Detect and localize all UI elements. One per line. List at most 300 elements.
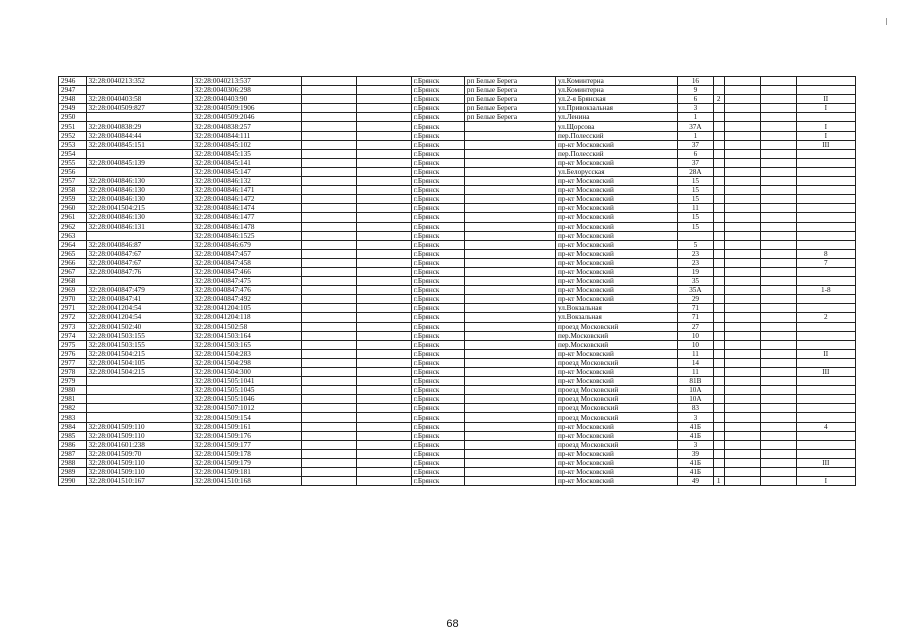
house-cell: 35А bbox=[677, 286, 713, 295]
building-cell bbox=[713, 167, 724, 176]
city-cell: г.Брянск bbox=[411, 131, 464, 140]
table-row bbox=[59, 104, 856, 113]
empty-cell bbox=[724, 422, 760, 431]
empty-cell bbox=[301, 422, 356, 431]
cadastral-parcel-cell: 32:28:0040846:130 bbox=[86, 213, 192, 222]
house-cell: 16 bbox=[677, 77, 713, 86]
building-cell bbox=[713, 422, 724, 431]
empty-cell bbox=[356, 322, 411, 331]
street-cell: проезд Московский bbox=[556, 395, 678, 404]
table-row bbox=[59, 304, 856, 313]
empty-cell bbox=[301, 413, 356, 422]
empty-cell bbox=[760, 422, 796, 431]
house-cell: 5 bbox=[677, 240, 713, 249]
empty-cell bbox=[724, 340, 760, 349]
empty-cell bbox=[301, 213, 356, 222]
cadastral-building-cell: 32:28:0040847:492 bbox=[192, 295, 301, 304]
district-cell bbox=[464, 404, 555, 413]
empty-cell bbox=[356, 449, 411, 458]
table-row bbox=[59, 295, 856, 304]
house-cell: 10 bbox=[677, 340, 713, 349]
cadastral-building-cell: 32:28:0040509:2046 bbox=[192, 113, 301, 122]
table-row bbox=[59, 404, 856, 413]
empty-cell bbox=[301, 349, 356, 358]
empty-cell bbox=[301, 249, 356, 258]
apartment-cell bbox=[796, 267, 855, 276]
empty-cell bbox=[301, 113, 356, 122]
empty-cell bbox=[724, 167, 760, 176]
street-cell: пр-кт Московский bbox=[556, 349, 678, 358]
row-number-cell: 2956 bbox=[59, 167, 87, 176]
empty-cell bbox=[760, 286, 796, 295]
cadastral-building-cell: 32:28:0040845:102 bbox=[192, 140, 301, 149]
cadastral-parcel-cell bbox=[86, 149, 192, 158]
empty-cell bbox=[724, 104, 760, 113]
building-cell bbox=[713, 177, 724, 186]
apartment-cell bbox=[796, 395, 855, 404]
apartment-cell: 7 bbox=[796, 258, 855, 267]
street-cell: пр-кт Московский bbox=[556, 377, 678, 386]
table-row bbox=[59, 422, 856, 431]
empty-cell bbox=[356, 386, 411, 395]
house-cell: 10 bbox=[677, 331, 713, 340]
empty-cell bbox=[356, 458, 411, 467]
empty-cell bbox=[301, 258, 356, 267]
empty-cell bbox=[301, 431, 356, 440]
empty-cell bbox=[724, 158, 760, 167]
table-row bbox=[59, 95, 856, 104]
empty-cell bbox=[760, 131, 796, 140]
empty-cell bbox=[724, 149, 760, 158]
building-cell bbox=[713, 231, 724, 240]
empty-cell bbox=[760, 204, 796, 213]
empty-cell bbox=[301, 468, 356, 477]
city-cell: г.Брянск bbox=[411, 167, 464, 176]
building-cell bbox=[713, 440, 724, 449]
building-cell bbox=[713, 377, 724, 386]
city-cell: г.Брянск bbox=[411, 422, 464, 431]
empty-cell bbox=[301, 104, 356, 113]
street-cell: ул.Коминтерна bbox=[556, 86, 678, 95]
empty-cell bbox=[724, 277, 760, 286]
house-cell bbox=[677, 231, 713, 240]
district-cell bbox=[464, 395, 555, 404]
table-row bbox=[59, 258, 856, 267]
empty-cell bbox=[724, 431, 760, 440]
empty-cell bbox=[356, 104, 411, 113]
building-cell bbox=[713, 131, 724, 140]
cadastral-parcel-cell: 32:28:0040847:479 bbox=[86, 286, 192, 295]
empty-cell bbox=[356, 368, 411, 377]
street-cell: пр-кт Московский bbox=[556, 158, 678, 167]
empty-cell bbox=[301, 140, 356, 149]
building-cell bbox=[713, 404, 724, 413]
apartment-cell: III bbox=[796, 368, 855, 377]
cadastral-parcel-cell: 32:28:0040838:29 bbox=[86, 122, 192, 131]
cadastral-building-cell: 32:28:0040847:475 bbox=[192, 277, 301, 286]
empty-cell bbox=[356, 140, 411, 149]
empty-cell bbox=[760, 295, 796, 304]
empty-cell bbox=[760, 186, 796, 195]
city-cell: г.Брянск bbox=[411, 140, 464, 149]
city-cell: г.Брянск bbox=[411, 304, 464, 313]
cadastral-parcel-cell: 32:28:0041509:110 bbox=[86, 431, 192, 440]
cadastral-parcel-cell: 32:28:0040847:41 bbox=[86, 295, 192, 304]
house-cell: 39 bbox=[677, 449, 713, 458]
empty-cell bbox=[724, 458, 760, 467]
city-cell: г.Брянск bbox=[411, 104, 464, 113]
street-cell: пр-кт Московский bbox=[556, 468, 678, 477]
cadastral-parcel-cell: 32:28:0040846:130 bbox=[86, 186, 192, 195]
empty-cell bbox=[356, 395, 411, 404]
district-cell bbox=[464, 222, 555, 231]
empty-cell bbox=[760, 477, 796, 486]
empty-cell bbox=[356, 440, 411, 449]
empty-cell bbox=[760, 122, 796, 131]
street-cell: ул.Белорусская bbox=[556, 167, 678, 176]
district-cell bbox=[464, 140, 555, 149]
street-cell: ул.Вокзальная bbox=[556, 313, 678, 322]
empty-cell bbox=[760, 249, 796, 258]
apartment-cell: 4 bbox=[796, 422, 855, 431]
building-cell bbox=[713, 331, 724, 340]
street-cell: проезд Московский bbox=[556, 322, 678, 331]
house-cell: 41Б bbox=[677, 431, 713, 440]
empty-cell bbox=[301, 358, 356, 367]
empty-cell bbox=[301, 340, 356, 349]
cadastral-parcel-cell: 32:28:0040847:67 bbox=[86, 249, 192, 258]
district-cell bbox=[464, 277, 555, 286]
empty-cell bbox=[760, 231, 796, 240]
cadastral-parcel-cell: 32:28:0040509:827 bbox=[86, 104, 192, 113]
apartment-cell bbox=[796, 331, 855, 340]
empty-cell bbox=[301, 149, 356, 158]
empty-cell bbox=[301, 222, 356, 231]
empty-cell bbox=[356, 304, 411, 313]
house-cell: 83 bbox=[677, 404, 713, 413]
row-number-cell: 2978 bbox=[59, 368, 87, 377]
building-cell bbox=[713, 322, 724, 331]
street-cell: пр-кт Московский bbox=[556, 258, 678, 267]
empty-cell bbox=[760, 113, 796, 122]
cadastral-parcel-cell: 32:28:0041504:215 bbox=[86, 204, 192, 213]
apartment-cell bbox=[796, 449, 855, 458]
empty-cell bbox=[760, 158, 796, 167]
cadastral-parcel-cell: 32:28:0041601:238 bbox=[86, 440, 192, 449]
cadastral-parcel-cell bbox=[86, 395, 192, 404]
table-row bbox=[59, 431, 856, 440]
district-cell bbox=[464, 295, 555, 304]
empty-cell bbox=[760, 258, 796, 267]
city-cell: г.Брянск bbox=[411, 477, 464, 486]
cadastral-building-cell: 32:28:0040838:257 bbox=[192, 122, 301, 131]
empty-cell bbox=[301, 277, 356, 286]
street-cell: пер.Полесский bbox=[556, 131, 678, 140]
cadastral-building-cell: 32:28:0040847:458 bbox=[192, 258, 301, 267]
building-cell bbox=[713, 340, 724, 349]
empty-cell bbox=[356, 231, 411, 240]
district-cell: рп Белые Берега bbox=[464, 77, 555, 86]
empty-cell bbox=[301, 231, 356, 240]
row-number-cell: 2949 bbox=[59, 104, 87, 113]
table-row bbox=[59, 413, 856, 422]
district-cell bbox=[464, 386, 555, 395]
street-cell: пр-кт Московский bbox=[556, 422, 678, 431]
empty-cell bbox=[301, 386, 356, 395]
empty-cell bbox=[760, 195, 796, 204]
table-row bbox=[59, 477, 856, 486]
cadastral-parcel-cell: 32:28:0041504:215 bbox=[86, 368, 192, 377]
city-cell: г.Брянск bbox=[411, 368, 464, 377]
house-cell: 11 bbox=[677, 368, 713, 377]
row-number-cell: 2985 bbox=[59, 431, 87, 440]
cadastral-parcel-cell bbox=[86, 113, 192, 122]
building-cell bbox=[713, 277, 724, 286]
street-cell: ул.Коминтерна bbox=[556, 77, 678, 86]
street-cell: пр-кт Московский bbox=[556, 204, 678, 213]
empty-cell bbox=[356, 431, 411, 440]
cadastral-parcel-cell: 32:28:0040846:130 bbox=[86, 195, 192, 204]
row-number-cell: 2959 bbox=[59, 195, 87, 204]
cadastral-parcel-cell: 32:28:0041509:70 bbox=[86, 449, 192, 458]
house-cell: 41Б bbox=[677, 458, 713, 467]
empty-cell bbox=[760, 340, 796, 349]
empty-cell bbox=[301, 158, 356, 167]
house-cell: 6 bbox=[677, 149, 713, 158]
empty-cell bbox=[356, 340, 411, 349]
empty-cell bbox=[301, 440, 356, 449]
building-cell bbox=[713, 458, 724, 467]
cadastral-parcel-cell: 32:28:0040846:87 bbox=[86, 240, 192, 249]
empty-cell bbox=[301, 377, 356, 386]
city-cell: г.Брянск bbox=[411, 86, 464, 95]
cadastral-parcel-cell bbox=[86, 277, 192, 286]
table-row bbox=[59, 395, 856, 404]
cadastral-parcel-cell bbox=[86, 404, 192, 413]
empty-cell bbox=[724, 186, 760, 195]
row-number-cell: 2950 bbox=[59, 113, 87, 122]
empty-cell bbox=[356, 258, 411, 267]
house-cell: 3 bbox=[677, 440, 713, 449]
page-number: 68 bbox=[446, 618, 459, 630]
house-cell: 9 bbox=[677, 86, 713, 95]
empty-cell bbox=[301, 186, 356, 195]
empty-cell bbox=[760, 358, 796, 367]
street-cell: пр-кт Московский bbox=[556, 286, 678, 295]
street-cell: ул.Привокзальная bbox=[556, 104, 678, 113]
city-cell: г.Брянск bbox=[411, 113, 464, 122]
cadastral-building-cell: 32:28:0041504:283 bbox=[192, 349, 301, 358]
cadastral-building-cell: 32:28:0041505:1045 bbox=[192, 386, 301, 395]
city-cell: г.Брянск bbox=[411, 122, 464, 131]
row-number-cell: 2964 bbox=[59, 240, 87, 249]
row-number-cell: 2961 bbox=[59, 213, 87, 222]
district-cell bbox=[464, 213, 555, 222]
empty-cell bbox=[724, 377, 760, 386]
district-cell bbox=[464, 422, 555, 431]
house-cell: 15 bbox=[677, 195, 713, 204]
street-cell: пр-кт Московский bbox=[556, 195, 678, 204]
cadastral-building-cell: 32:28:0040844:111 bbox=[192, 131, 301, 140]
house-cell: 49 bbox=[677, 477, 713, 486]
empty-cell bbox=[356, 267, 411, 276]
house-cell: 28А bbox=[677, 167, 713, 176]
row-number-cell: 2977 bbox=[59, 358, 87, 367]
empty-cell bbox=[760, 167, 796, 176]
table-row bbox=[59, 349, 856, 358]
table-row bbox=[59, 158, 856, 167]
empty-cell bbox=[760, 222, 796, 231]
city-cell: г.Брянск bbox=[411, 349, 464, 358]
district-cell bbox=[464, 131, 555, 140]
street-cell: пр-кт Московский bbox=[556, 222, 678, 231]
city-cell: г.Брянск bbox=[411, 213, 464, 222]
building-cell bbox=[713, 431, 724, 440]
building-cell bbox=[713, 304, 724, 313]
row-number-cell: 2987 bbox=[59, 449, 87, 458]
cadastral-building-cell: 32:28:0041509:177 bbox=[192, 440, 301, 449]
district-cell bbox=[464, 358, 555, 367]
empty-cell bbox=[301, 77, 356, 86]
cadastral-building-cell: 32:28:0040845:141 bbox=[192, 158, 301, 167]
cadastral-parcel-cell bbox=[86, 413, 192, 422]
house-cell: 81В bbox=[677, 377, 713, 386]
empty-cell bbox=[356, 313, 411, 322]
house-cell: 15 bbox=[677, 222, 713, 231]
apartment-cell bbox=[796, 204, 855, 213]
city-cell: г.Брянск bbox=[411, 449, 464, 458]
district-cell bbox=[464, 240, 555, 249]
empty-cell bbox=[301, 267, 356, 276]
table-row bbox=[59, 249, 856, 258]
empty-cell bbox=[724, 177, 760, 186]
city-cell: г.Брянск bbox=[411, 158, 464, 167]
empty-cell bbox=[724, 213, 760, 222]
empty-cell bbox=[760, 395, 796, 404]
cadastral-parcel-cell: 32:28:0041503:155 bbox=[86, 331, 192, 340]
cadastral-building-cell: 32:28:0040847:457 bbox=[192, 249, 301, 258]
empty-cell bbox=[724, 386, 760, 395]
cadastral-building-cell: 32:28:0041507:1012 bbox=[192, 404, 301, 413]
district-cell bbox=[464, 177, 555, 186]
cadastral-parcel-cell: 32:28:0040403:58 bbox=[86, 95, 192, 104]
empty-cell bbox=[724, 313, 760, 322]
cadastral-building-cell: 32:28:0041509:178 bbox=[192, 449, 301, 458]
cadastral-parcel-cell: 32:28:0041204:54 bbox=[86, 304, 192, 313]
building-cell bbox=[713, 77, 724, 86]
apartment-cell bbox=[796, 404, 855, 413]
district-cell bbox=[464, 322, 555, 331]
building-cell bbox=[713, 395, 724, 404]
apartment-cell bbox=[796, 77, 855, 86]
row-number-cell: 2969 bbox=[59, 286, 87, 295]
row-number-cell: 2979 bbox=[59, 377, 87, 386]
building-cell bbox=[713, 140, 724, 149]
empty-cell bbox=[301, 458, 356, 467]
empty-cell bbox=[301, 240, 356, 249]
empty-cell bbox=[760, 277, 796, 286]
table-row bbox=[59, 440, 856, 449]
apartment-cell bbox=[796, 167, 855, 176]
street-cell: пр-кт Московский bbox=[556, 240, 678, 249]
street-cell: ул.Ленина bbox=[556, 113, 678, 122]
cadastral-building-cell: 32:28:0040846:1477 bbox=[192, 213, 301, 222]
cadastral-building-cell: 32:28:0040846:132 bbox=[192, 177, 301, 186]
table-row bbox=[59, 86, 856, 95]
building-cell bbox=[713, 86, 724, 95]
row-number-cell: 2962 bbox=[59, 222, 87, 231]
apartment-cell: III bbox=[796, 140, 855, 149]
city-cell: г.Брянск bbox=[411, 331, 464, 340]
empty-cell bbox=[724, 77, 760, 86]
street-cell: проезд Московский bbox=[556, 358, 678, 367]
empty-cell bbox=[760, 304, 796, 313]
table-row bbox=[59, 377, 856, 386]
table-row bbox=[59, 167, 856, 176]
district-cell bbox=[464, 468, 555, 477]
cadastral-parcel-cell: 32:28:0040845:139 bbox=[86, 158, 192, 167]
empty-cell bbox=[356, 358, 411, 367]
street-cell: проезд Московский bbox=[556, 404, 678, 413]
district-cell bbox=[464, 258, 555, 267]
cadastral-parcel-cell: 32:28:0040213:352 bbox=[86, 77, 192, 86]
table-row bbox=[59, 468, 856, 477]
cadastral-parcel-cell bbox=[86, 167, 192, 176]
table-row bbox=[59, 322, 856, 331]
district-cell bbox=[464, 368, 555, 377]
house-cell: 14 bbox=[677, 358, 713, 367]
cadastral-building-cell: 32:28:0041509:181 bbox=[192, 468, 301, 477]
empty-cell bbox=[724, 358, 760, 367]
row-number-cell: 2971 bbox=[59, 304, 87, 313]
table-row bbox=[59, 340, 856, 349]
empty-cell bbox=[760, 331, 796, 340]
building-cell bbox=[713, 222, 724, 231]
apartment-cell bbox=[796, 158, 855, 167]
building-cell bbox=[713, 413, 724, 422]
empty-cell bbox=[301, 395, 356, 404]
empty-cell bbox=[356, 195, 411, 204]
street-cell: ул.Вокзальная bbox=[556, 304, 678, 313]
row-number-cell: 2948 bbox=[59, 95, 87, 104]
cadastral-building-cell: 32:28:0040509:1906 bbox=[192, 104, 301, 113]
row-number-cell: 2990 bbox=[59, 477, 87, 486]
empty-cell bbox=[760, 104, 796, 113]
empty-cell bbox=[760, 404, 796, 413]
city-cell: г.Брянск bbox=[411, 468, 464, 477]
empty-cell bbox=[301, 86, 356, 95]
table-row bbox=[59, 458, 856, 467]
table-row bbox=[59, 113, 856, 122]
city-cell: г.Брянск bbox=[411, 186, 464, 195]
table-row bbox=[59, 149, 856, 158]
row-number-cell: 2947 bbox=[59, 86, 87, 95]
cadastral-building-cell: 32:28:0041509:176 bbox=[192, 431, 301, 440]
apartment-cell bbox=[796, 195, 855, 204]
empty-cell bbox=[724, 404, 760, 413]
empty-cell bbox=[724, 95, 760, 104]
empty-cell bbox=[301, 313, 356, 322]
city-cell: г.Брянск bbox=[411, 458, 464, 467]
building-cell bbox=[713, 104, 724, 113]
cadastral-building-cell: 32:28:0041502:58 bbox=[192, 322, 301, 331]
apartment-cell: III bbox=[796, 458, 855, 467]
building-cell bbox=[713, 267, 724, 276]
apartment-cell bbox=[796, 377, 855, 386]
row-number-cell: 2957 bbox=[59, 177, 87, 186]
building-cell bbox=[713, 204, 724, 213]
house-cell: 15 bbox=[677, 177, 713, 186]
